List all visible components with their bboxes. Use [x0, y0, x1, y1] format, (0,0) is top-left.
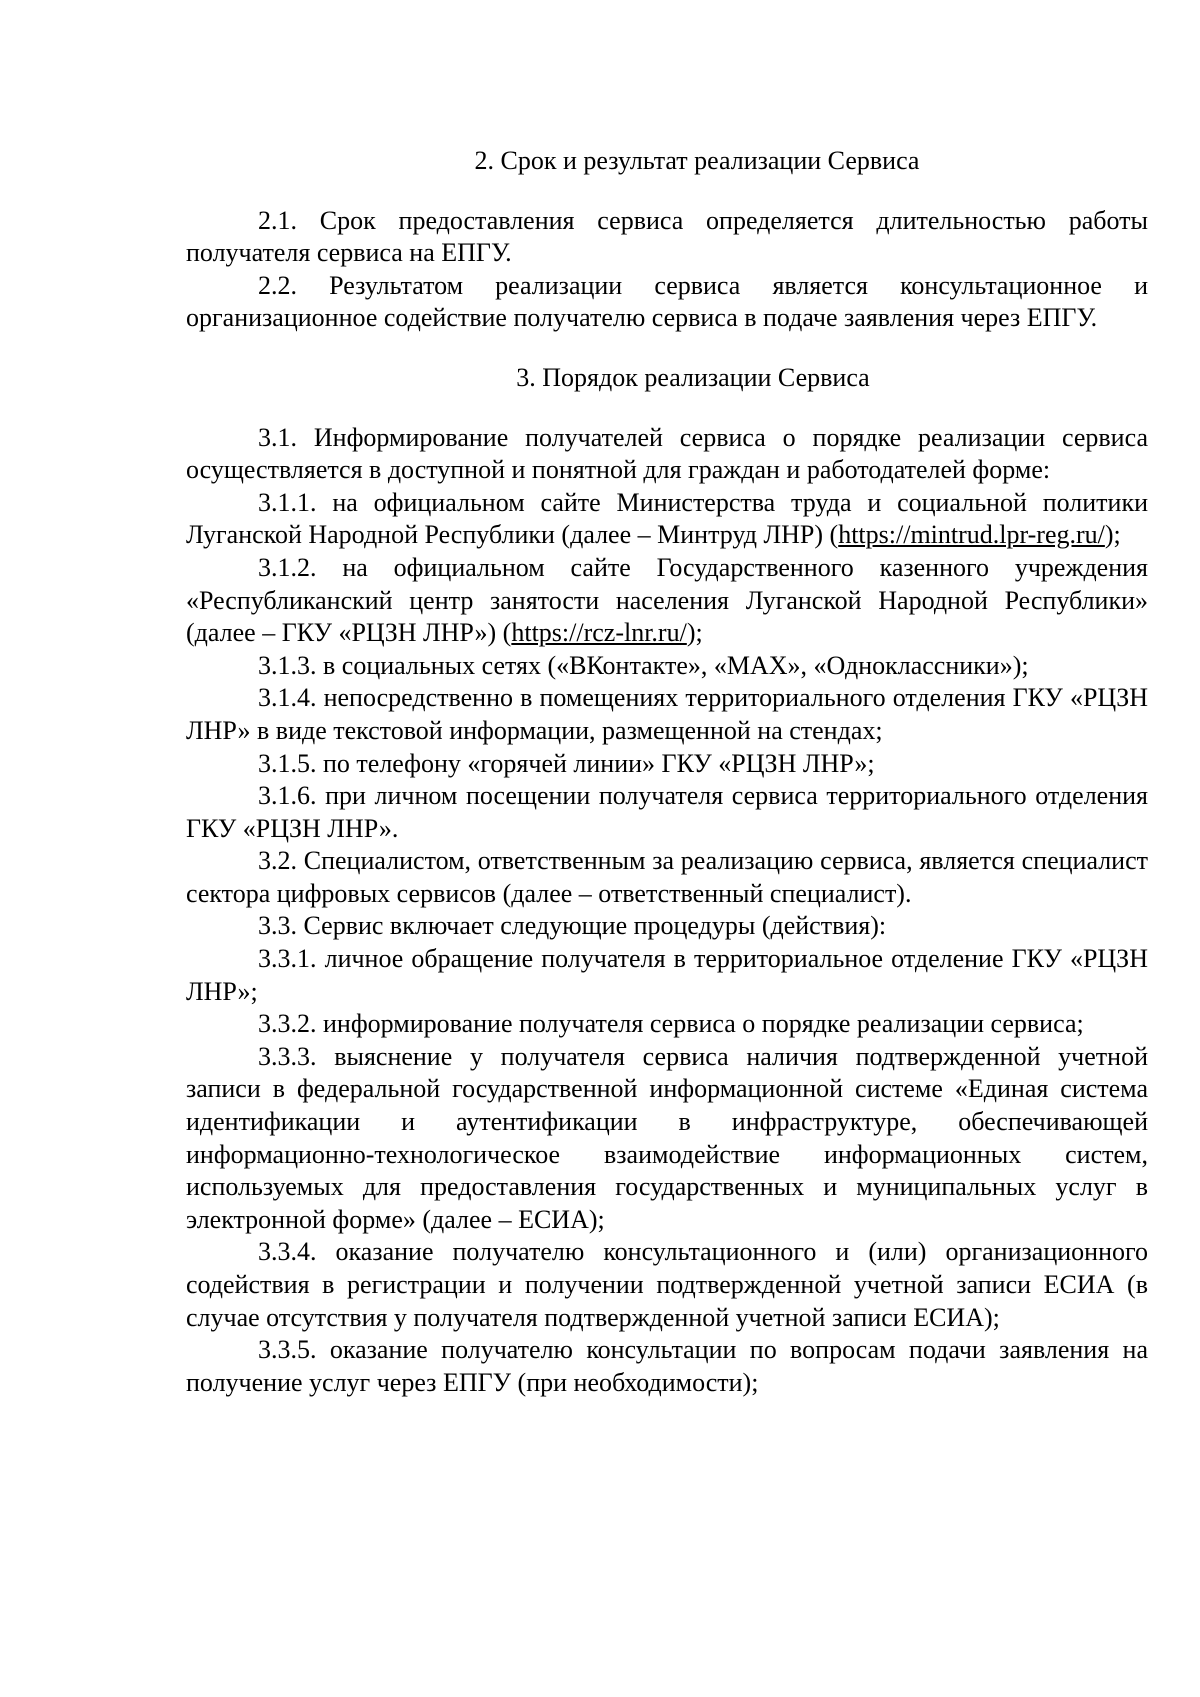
paragraph-3-1-1-text: 3.1.1. на официальном сайте Министерства труда и социальной политики Луганской Народной Республики (далее – Минтруд ЛНР) ( [186, 487, 1148, 550]
paragraph-3-1-2-text: 3.1.2. на официальном сайте Государственного казенного учреждения «Республиканский центр занятости населения Луганской Народной Республики» (далее – ГКУ «РЦЗН ЛНР») ( [186, 552, 1148, 648]
paragraph-3-1-3: 3.1.3. в социальных сетях («ВКонтакте», «МАХ», «Одноклассники»); [258, 650, 1029, 680]
paragraph-3-3: 3.3. Сервис включает следующие процедуры (действия): [258, 911, 887, 941]
paragraph-3-1-5: 3.1.5. по телефону «горячей линии» ГКУ «РЦЗН ЛНР»; [258, 748, 875, 778]
paragraph-3-3-5: 3.3.5. оказание получателю консультации по вопросам подачи заявления на получение услуг через ЕПГУ (при необходимости); [186, 1335, 1148, 1397]
paragraph-3-1-6: 3.1.6. при личном посещении получателя сервиса территориального отделения ГКУ «РЦЗН ЛНР». [186, 781, 1148, 843]
section-3-heading: 3. Порядок реализации Сервиса [516, 362, 870, 392]
paragraph-2-2: 2.2. Результатом реализации сервиса является консультационное и организационное содействие получателю сервиса в подаче заявления через ЕПГУ. [186, 270, 1148, 333]
paragraph-3-1: 3.1. Информирование получателей сервиса о порядке реализации сервиса осуществляется в доступной и понятной для граждан и работодателей форме: [186, 422, 1148, 485]
paragraph-3-3-2: 3.3.2. информирование получателя сервиса о порядке реализации сервиса; [258, 1009, 1084, 1039]
paragraph-3-3-1: 3.3.1. личное обращение получателя в территориальное отделение ГКУ «РЦЗН ЛНР»; [186, 944, 1148, 1006]
paragraph-3-1-1 [186, 487, 1148, 552]
paragraph-2-1: 2.1. Срок предоставления сервиса определяется длительностью работы получателя сервиса на ЕПГУ. [186, 205, 1148, 268]
paragraph-3-1-1-suffix: ); [1104, 520, 1121, 550]
paragraph-3-3-4: 3.3.4. оказание получателю консультационного и (или) организационного содействия в регистрации и получении подтвержденной учетной записи ЕСИА (в случае отсутствия у получателя подтвержденной учетной записи ЕСИА); [186, 1237, 1148, 1332]
paragraph-3-1-2-suffix: ); [686, 618, 703, 648]
paragraph-3-1-2 [186, 552, 1148, 650]
paragraph-3-2: 3.2. Специалистом, ответственным за реализацию сервиса, является специалист сектора цифровых сервисов (далее – ответственный специалист). [186, 846, 1148, 908]
section-2-heading: 2. Срок и результат реализации Сервиса [474, 146, 920, 175]
document-body [186, 145, 1148, 1399]
paragraph-3-1-4: 3.1.4. непосредственно в помещениях территориального отделения ГКУ «РЦЗН ЛНР» в виде текстовой информации, размещенной на стендах; [186, 683, 1148, 745]
mintrud-link[interactable]: https://mintrud.lpr-reg.ru/ [838, 520, 1105, 550]
paragraph-3-3-3: 3.3.3. выяснение у получателя сервиса наличия подтвержденной учетной записи в федеральной государственной информационной системе «Единая система идентификации и аутентификации в инфраструктуре, обеспечивающей информационно-технологическое взаимодействие информационных систем, используемых для предоставления государственных и муниципальных услуг в электронной форме» (далее – ЕСИА); [186, 1041, 1148, 1234]
rczn-link[interactable]: https://rcz-lnr.ru/ [511, 618, 687, 648]
